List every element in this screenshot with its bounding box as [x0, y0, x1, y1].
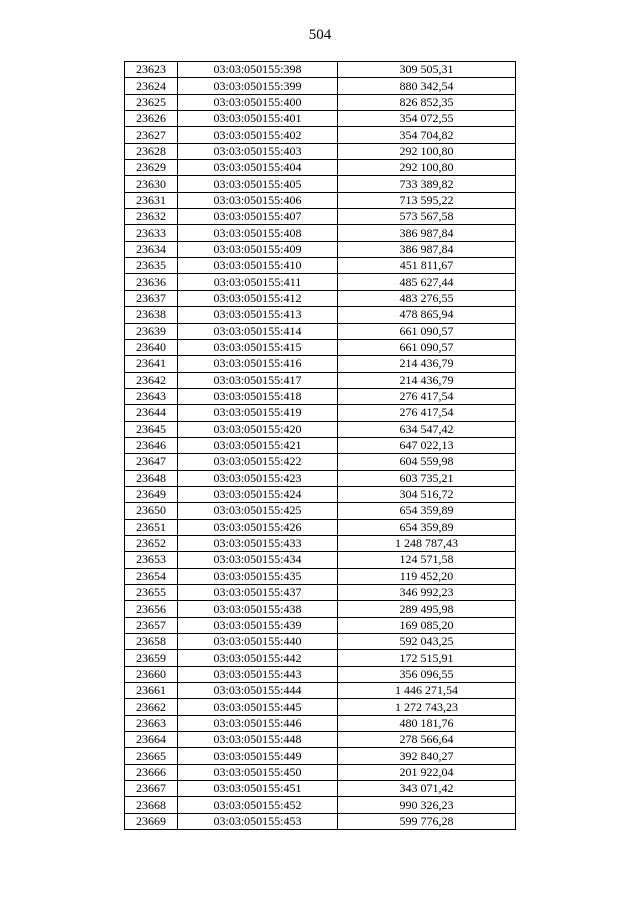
cadastral-value-cell: 309 505,31: [338, 62, 516, 78]
row-number-cell: 23665: [125, 748, 178, 764]
table-row: [125, 601, 516, 617]
cadastral-number-cell: 03:03:050155:422: [178, 454, 338, 470]
cadastral-number-cell: 03:03:050155:426: [178, 519, 338, 535]
row-number-cell: 23646: [125, 437, 178, 453]
cadastral-value-cell: 604 559,98: [338, 454, 516, 470]
table-row: [125, 372, 516, 388]
table-row: [125, 143, 516, 159]
cadastral-number-cell: 03:03:050155:435: [178, 568, 338, 584]
cadastral-value-cell: 647 022,13: [338, 437, 516, 453]
cadastral-number-cell: 03:03:050155:404: [178, 160, 338, 176]
cadastral-number-cell: 03:03:050155:407: [178, 209, 338, 225]
cadastral-number-cell: 03:03:050155:421: [178, 437, 338, 453]
cadastral-value-cell: 172 515,91: [338, 650, 516, 666]
row-number-cell: 23661: [125, 683, 178, 699]
table-row: [125, 519, 516, 535]
cadastral-number-cell: 03:03:050155:446: [178, 715, 338, 731]
table-row: [125, 454, 516, 470]
row-number-cell: 23660: [125, 666, 178, 682]
table-row: [125, 437, 516, 453]
cadastral-number-cell: 03:03:050155:424: [178, 486, 338, 502]
cadastral-value-cell: 1 248 787,43: [338, 535, 516, 551]
table-row: [125, 290, 516, 306]
table-row: [125, 62, 516, 78]
row-number-cell: 23640: [125, 339, 178, 355]
cadastral-value-cell: 451 811,67: [338, 258, 516, 274]
row-number-cell: 23667: [125, 781, 178, 797]
row-number-cell: 23637: [125, 290, 178, 306]
cadastral-value-cell: 483 276,55: [338, 290, 516, 306]
table-row: [125, 339, 516, 355]
cadastral-value-cell: 124 571,58: [338, 552, 516, 568]
cadastral-number-cell: 03:03:050155:400: [178, 94, 338, 110]
cadastral-value-cell: 304 516,72: [338, 486, 516, 502]
cadastral-number-cell: 03:03:050155:444: [178, 683, 338, 699]
cadastral-number-cell: 03:03:050155:412: [178, 290, 338, 306]
table-row: [125, 486, 516, 502]
cadastral-value-cell: 480 181,76: [338, 715, 516, 731]
cadastral-number-cell: 03:03:050155:453: [178, 813, 338, 829]
cadastral-value-cell: 573 567,58: [338, 209, 516, 225]
cadastral-number-cell: 03:03:050155:449: [178, 748, 338, 764]
row-number-cell: 23631: [125, 192, 178, 208]
table-row: [125, 225, 516, 241]
cadastral-value-cell: 392 840,27: [338, 748, 516, 764]
cadastral-value-cell: 169 085,20: [338, 617, 516, 633]
cadastral-number-cell: 03:03:050155:423: [178, 470, 338, 486]
row-number-cell: 23645: [125, 421, 178, 437]
cadastral-number-cell: 03:03:050155:433: [178, 535, 338, 551]
cadastral-number-cell: 03:03:050155:410: [178, 258, 338, 274]
cadastral-number-cell: 03:03:050155:405: [178, 176, 338, 192]
table-row: [125, 748, 516, 764]
row-number-cell: 23639: [125, 323, 178, 339]
row-number-cell: 23635: [125, 258, 178, 274]
table-row: [125, 94, 516, 110]
table-row: [125, 585, 516, 601]
row-number-cell: 23652: [125, 535, 178, 551]
cadastral-value-cell: 654 359,89: [338, 503, 516, 519]
cadastral-value-cell: 713 595,22: [338, 192, 516, 208]
table-row: [125, 764, 516, 780]
row-number-cell: 23632: [125, 209, 178, 225]
cadastral-number-cell: 03:03:050155:408: [178, 225, 338, 241]
cadastral-value-cell: 1 446 271,54: [338, 683, 516, 699]
table-row: [125, 732, 516, 748]
row-number-cell: 23659: [125, 650, 178, 666]
row-number-cell: 23651: [125, 519, 178, 535]
cadastral-number-cell: 03:03:050155:437: [178, 585, 338, 601]
cadastral-number-cell: 03:03:050155:443: [178, 666, 338, 682]
row-number-cell: 23654: [125, 568, 178, 584]
cadastral-number-cell: 03:03:050155:402: [178, 127, 338, 143]
cadastral-number-cell: 03:03:050155:417: [178, 372, 338, 388]
row-number-cell: 23655: [125, 585, 178, 601]
table-row: [125, 797, 516, 813]
row-number-cell: 23662: [125, 699, 178, 715]
table-row: [125, 683, 516, 699]
row-number-cell: 23642: [125, 372, 178, 388]
row-number-cell: 23663: [125, 715, 178, 731]
page-number: 504: [308, 27, 332, 43]
cadastral-value-cell: 214 436,79: [338, 372, 516, 388]
cadastral-value-cell: 289 495,98: [338, 601, 516, 617]
row-number-cell: 23668: [125, 797, 178, 813]
table-row: [125, 127, 516, 143]
row-number-cell: 23644: [125, 405, 178, 421]
cadastral-value-cell: 386 987,84: [338, 225, 516, 241]
cadastral-value-cell: 654 359,89: [338, 519, 516, 535]
table-row: [125, 323, 516, 339]
row-number-cell: 23634: [125, 241, 178, 257]
cadastral-value-cell: 343 071,42: [338, 781, 516, 797]
cadastral-number-cell: 03:03:050155:452: [178, 797, 338, 813]
cadastral-value-cell: 1 272 743,23: [338, 699, 516, 715]
cadastral-value-cell: 386 987,84: [338, 241, 516, 257]
cadastral-value-cell: 603 735,21: [338, 470, 516, 486]
table-row: [125, 209, 516, 225]
row-number-cell: 23648: [125, 470, 178, 486]
table-row: [125, 535, 516, 551]
row-number-cell: 23638: [125, 307, 178, 323]
row-number-cell: 23641: [125, 356, 178, 372]
cadastral-number-cell: 03:03:050155:434: [178, 552, 338, 568]
cadastral-number-cell: 03:03:050155:415: [178, 339, 338, 355]
cadastral-number-cell: 03:03:050155:413: [178, 307, 338, 323]
row-number-cell: 23633: [125, 225, 178, 241]
cadastral-value-cell: 733 389,82: [338, 176, 516, 192]
cadastral-number-cell: 03:03:050155:425: [178, 503, 338, 519]
cadastral-number-cell: 03:03:050155:451: [178, 781, 338, 797]
row-number-cell: 23664: [125, 732, 178, 748]
row-number-cell: 23649: [125, 486, 178, 502]
cadastral-value-cell: 292 100,80: [338, 143, 516, 159]
cadastral-number-cell: 03:03:050155:420: [178, 421, 338, 437]
row-number-cell: 23658: [125, 634, 178, 650]
cadastral-value-cell: 599 776,28: [338, 813, 516, 829]
cadastral-value-cell: 880 342,54: [338, 78, 516, 94]
cadastral-number-cell: 03:03:050155:442: [178, 650, 338, 666]
cadastral-number-cell: 03:03:050155:411: [178, 274, 338, 290]
row-number-cell: 23629: [125, 160, 178, 176]
cadastral-number-cell: 03:03:050155:416: [178, 356, 338, 372]
cadastral-number-cell: 03:03:050155:419: [178, 405, 338, 421]
table-row: [125, 405, 516, 421]
cadastral-number-cell: 03:03:050155:399: [178, 78, 338, 94]
row-number-cell: 23647: [125, 454, 178, 470]
table-row: [125, 160, 516, 176]
table-row: [125, 715, 516, 731]
cadastral-value-cell: 634 547,42: [338, 421, 516, 437]
table-row: [125, 813, 516, 829]
row-number-cell: 23628: [125, 143, 178, 159]
table-row: [125, 503, 516, 519]
cadastral-value-cell: 276 417,54: [338, 388, 516, 404]
table-row: [125, 241, 516, 257]
cadastral-number-cell: 03:03:050155:448: [178, 732, 338, 748]
table-row: [125, 356, 516, 372]
cadastral-value-table: [124, 61, 516, 830]
cadastral-number-cell: 03:03:050155:414: [178, 323, 338, 339]
cadastral-value-cell: 201 922,04: [338, 764, 516, 780]
table-row: [125, 176, 516, 192]
cadastral-value-cell: 119 452,20: [338, 568, 516, 584]
row-number-cell: 23650: [125, 503, 178, 519]
cadastral-number-cell: 03:03:050155:445: [178, 699, 338, 715]
table-row: [125, 78, 516, 94]
row-number-cell: 23657: [125, 617, 178, 633]
cadastral-value-cell: 354 072,55: [338, 111, 516, 127]
cadastral-number-cell: 03:03:050155:401: [178, 111, 338, 127]
cadastral-value-cell: 478 865,94: [338, 307, 516, 323]
cadastral-value-cell: 346 992,23: [338, 585, 516, 601]
row-number-cell: 23623: [125, 62, 178, 78]
cadastral-value-cell: 990 326,23: [338, 797, 516, 813]
table-row: [125, 634, 516, 650]
table-body: [125, 62, 516, 830]
cadastral-number-cell: 03:03:050155:440: [178, 634, 338, 650]
cadastral-value-cell: 826 852,35: [338, 94, 516, 110]
table-row: [125, 617, 516, 633]
row-number-cell: 23643: [125, 388, 178, 404]
table-row: [125, 274, 516, 290]
table-row: [125, 258, 516, 274]
row-number-cell: 23626: [125, 111, 178, 127]
table-row: [125, 650, 516, 666]
table-row: [125, 470, 516, 486]
cadastral-value-cell: 592 043,25: [338, 634, 516, 650]
cadastral-number-cell: 03:03:050155:409: [178, 241, 338, 257]
cadastral-number-cell: 03:03:050155:450: [178, 764, 338, 780]
cadastral-value-cell: 276 417,54: [338, 405, 516, 421]
row-number-cell: 23653: [125, 552, 178, 568]
cadastral-value-cell: 278 566,64: [338, 732, 516, 748]
row-number-cell: 23669: [125, 813, 178, 829]
cadastral-value-cell: 354 704,82: [338, 127, 516, 143]
table-row: [125, 192, 516, 208]
row-number-cell: 23624: [125, 78, 178, 94]
row-number-cell: 23625: [125, 94, 178, 110]
row-number-cell: 23656: [125, 601, 178, 617]
cadastral-value-cell: 661 090,57: [338, 339, 516, 355]
cadastral-number-cell: 03:03:050155:438: [178, 601, 338, 617]
row-number-cell: 23630: [125, 176, 178, 192]
cadastral-number-cell: 03:03:050155:403: [178, 143, 338, 159]
cadastral-number-cell: 03:03:050155:439: [178, 617, 338, 633]
cadastral-value-cell: 214 436,79: [338, 356, 516, 372]
table-row: [125, 781, 516, 797]
cadastral-number-cell: 03:03:050155:406: [178, 192, 338, 208]
table-row: [125, 307, 516, 323]
cadastral-number-cell: 03:03:050155:418: [178, 388, 338, 404]
table-row: [125, 699, 516, 715]
table-row: [125, 552, 516, 568]
table-row: [125, 421, 516, 437]
table-row: [125, 568, 516, 584]
table-row: [125, 666, 516, 682]
cadastral-value-cell: 661 090,57: [338, 323, 516, 339]
table-row: [125, 111, 516, 127]
cadastral-value-cell: 485 627,44: [338, 274, 516, 290]
table-row: [125, 388, 516, 404]
row-number-cell: 23627: [125, 127, 178, 143]
row-number-cell: 23636: [125, 274, 178, 290]
row-number-cell: 23666: [125, 764, 178, 780]
cadastral-number-cell: 03:03:050155:398: [178, 62, 338, 78]
cadastral-value-cell: 292 100,80: [338, 160, 516, 176]
cadastral-value-cell: 356 096,55: [338, 666, 516, 682]
